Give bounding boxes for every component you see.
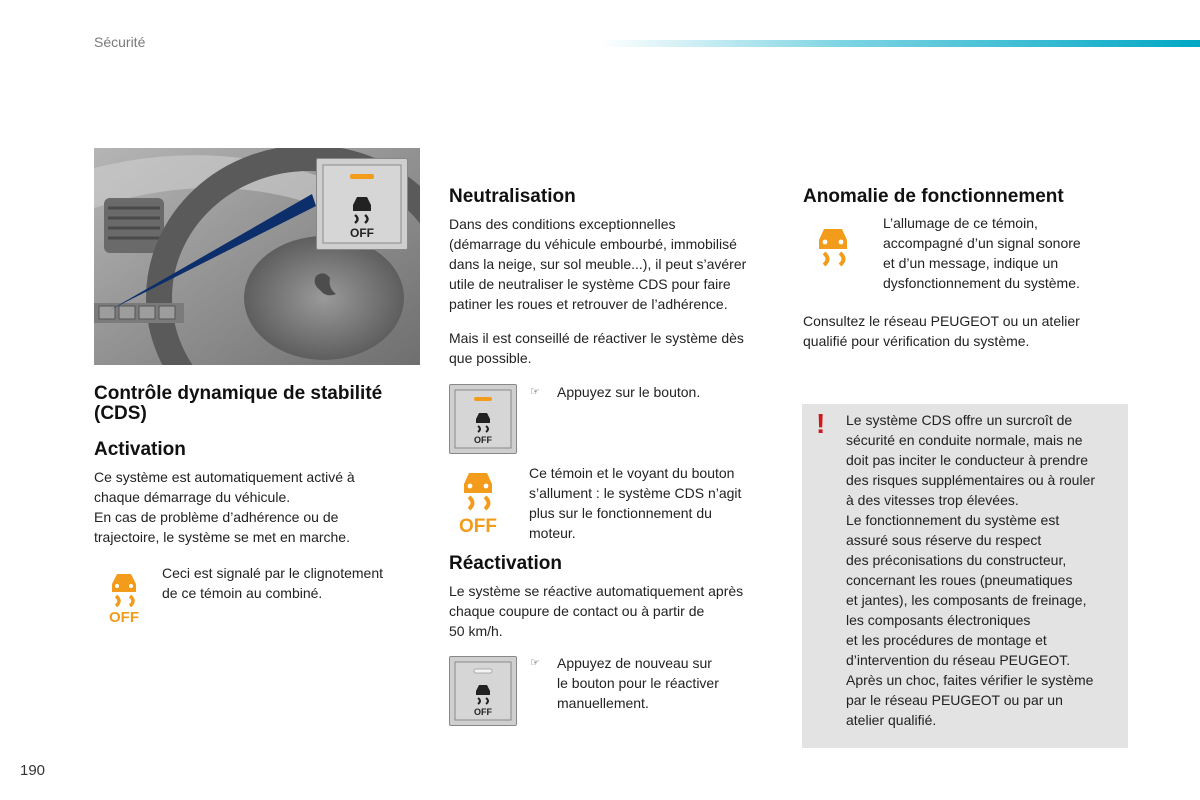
text-line: de ce témoin au combiné.: [162, 585, 323, 601]
step2-text: [557, 653, 719, 713]
cds-off-button-icon: [317, 159, 407, 249]
bullet-icon: ☞: [530, 386, 540, 398]
text-line: En cas de problème d’adhérence ou de: [94, 509, 339, 525]
neutralisation-text: [449, 214, 746, 314]
text-line: qualifié pour vérification du système.: [803, 333, 1030, 349]
text-line: concernant les roues (pneumatiques: [846, 572, 1073, 588]
consult-text: [803, 311, 1080, 351]
text-line: Après un choc, faites vérifier le système: [846, 672, 1094, 688]
anomaly-text: [883, 213, 1081, 293]
anomaly-heading: Anomalie de fonctionnement: [803, 186, 1064, 207]
reactivation-heading: Réactivation: [449, 553, 562, 574]
cds-off-warning-lamp-icon: [455, 464, 501, 536]
text-line: et jantes), les composants de freinage,: [846, 592, 1087, 608]
advice-text: [449, 328, 744, 368]
text-line: atelier qualifié.: [846, 712, 937, 728]
text-line: et d’un message, indique un: [883, 255, 1059, 271]
neutralisation-heading: Neutralisation: [449, 186, 576, 207]
text-line: patiner les roues et retrouver de l’adhérence.: [449, 296, 728, 312]
cds-button-zoom: [316, 158, 408, 250]
text-line: Mais il est conseillé de réactiver le système dès: [449, 330, 744, 346]
text-line: moteur.: [529, 525, 576, 541]
text-line: dans la neige, sur sol meuble...), il peut s’avérer: [449, 256, 747, 272]
text-line: à des vitesses trop élevées.: [846, 492, 1019, 508]
text-line: L’allumage de ce témoin,: [883, 215, 1038, 231]
text-line: et les procédures de montage et: [846, 632, 1047, 648]
text-line: chaque démarrage du véhicule.: [94, 489, 291, 505]
text-line: Consultez le réseau PEUGEOT ou un atelier: [803, 313, 1080, 329]
text-line: le bouton pour le réactiver: [557, 675, 719, 691]
text-line: plus sur le fonctionnement du: [529, 505, 712, 521]
text-line: Le système se réactive automatiquement après: [449, 583, 744, 599]
text-line: (démarrage du véhicule embourbé, immobilisé: [449, 236, 737, 252]
text-line: par le réseau PEUGEOT ou par un: [846, 692, 1063, 708]
cds-warning-lamp-icon: [810, 220, 856, 270]
text-line: des préconisations du constructeur,: [846, 552, 1067, 568]
reactivation-text: [449, 581, 743, 641]
lamp-off-label: OFF: [109, 609, 139, 626]
text-line: Ceci est signalé par le clignotement: [162, 565, 384, 581]
text-line: Dans des conditions exceptionnelles: [449, 216, 676, 232]
lamp-lit-text: [529, 463, 741, 543]
text-line: accompagné d’un signal sonore: [883, 235, 1081, 251]
cds-button-released: [449, 656, 517, 726]
cds-off-button-icon: [450, 657, 516, 725]
text-line: Ce système est automatiquement activé à: [94, 469, 355, 485]
lamp-off-label: OFF: [459, 516, 497, 536]
text-line: Le système CDS offre un surcroît de: [846, 412, 1073, 428]
cds-off-warning-lamp-icon: [102, 566, 146, 626]
text-line: des risques supplémentaires ou à rouler: [846, 472, 1096, 488]
text-line: d’intervention du réseau PEUGEOT.: [846, 652, 1071, 668]
text-line: 50 km/h.: [449, 623, 503, 639]
cds-button-pressed: [449, 384, 517, 454]
header-accent-bar: [600, 40, 1200, 47]
safety-note-text: [846, 410, 1095, 730]
text-line: utile de neutraliser le système CDS pour faire: [449, 276, 731, 292]
text-line: les composants électroniques: [846, 612, 1031, 628]
button-off-label: OFF: [350, 226, 374, 240]
text-line: manuellement.: [557, 695, 649, 711]
text-line: trajectoire, le système se met en marche.: [94, 529, 350, 545]
bullet-icon: ☞: [530, 657, 540, 669]
page-number: 190: [20, 762, 46, 779]
text-line: dysfonctionnement du système.: [883, 275, 1080, 291]
cds-off-button-icon: [450, 385, 516, 453]
activation-heading: Activation: [94, 439, 186, 460]
page-heading: Contrôle dynamique de stabilité (CDS): [94, 383, 383, 424]
section-title: Sécurité: [94, 34, 146, 50]
activation-text: [94, 467, 355, 547]
text-line: que possible.: [449, 350, 532, 366]
text-line: Appuyez de nouveau sur: [557, 655, 712, 671]
text-line: assuré sous réserve du respect: [846, 532, 1042, 548]
text-line: chaque coupure de contact ou à partir de: [449, 603, 705, 619]
button-off-label: OFF: [474, 435, 492, 445]
step-press-again: [530, 653, 540, 671]
step-text: Appuyez sur le bouton.: [557, 384, 701, 400]
alert-exclamation-icon: !: [816, 408, 826, 439]
lamp-note-text: [162, 563, 383, 603]
step-press-button: [530, 382, 540, 400]
text-line: Le fonctionnement du système est: [846, 512, 1060, 528]
text-line: Ce témoin et le voyant du bouton: [529, 465, 735, 481]
text-line: s’allument : le système CDS n’agit: [529, 485, 742, 501]
button-off-label: OFF: [474, 707, 492, 717]
text-line: doit pas inciter le conducteur à prendre: [846, 452, 1089, 468]
text-line: sécurité en conduite normale, mais ne: [846, 432, 1083, 448]
